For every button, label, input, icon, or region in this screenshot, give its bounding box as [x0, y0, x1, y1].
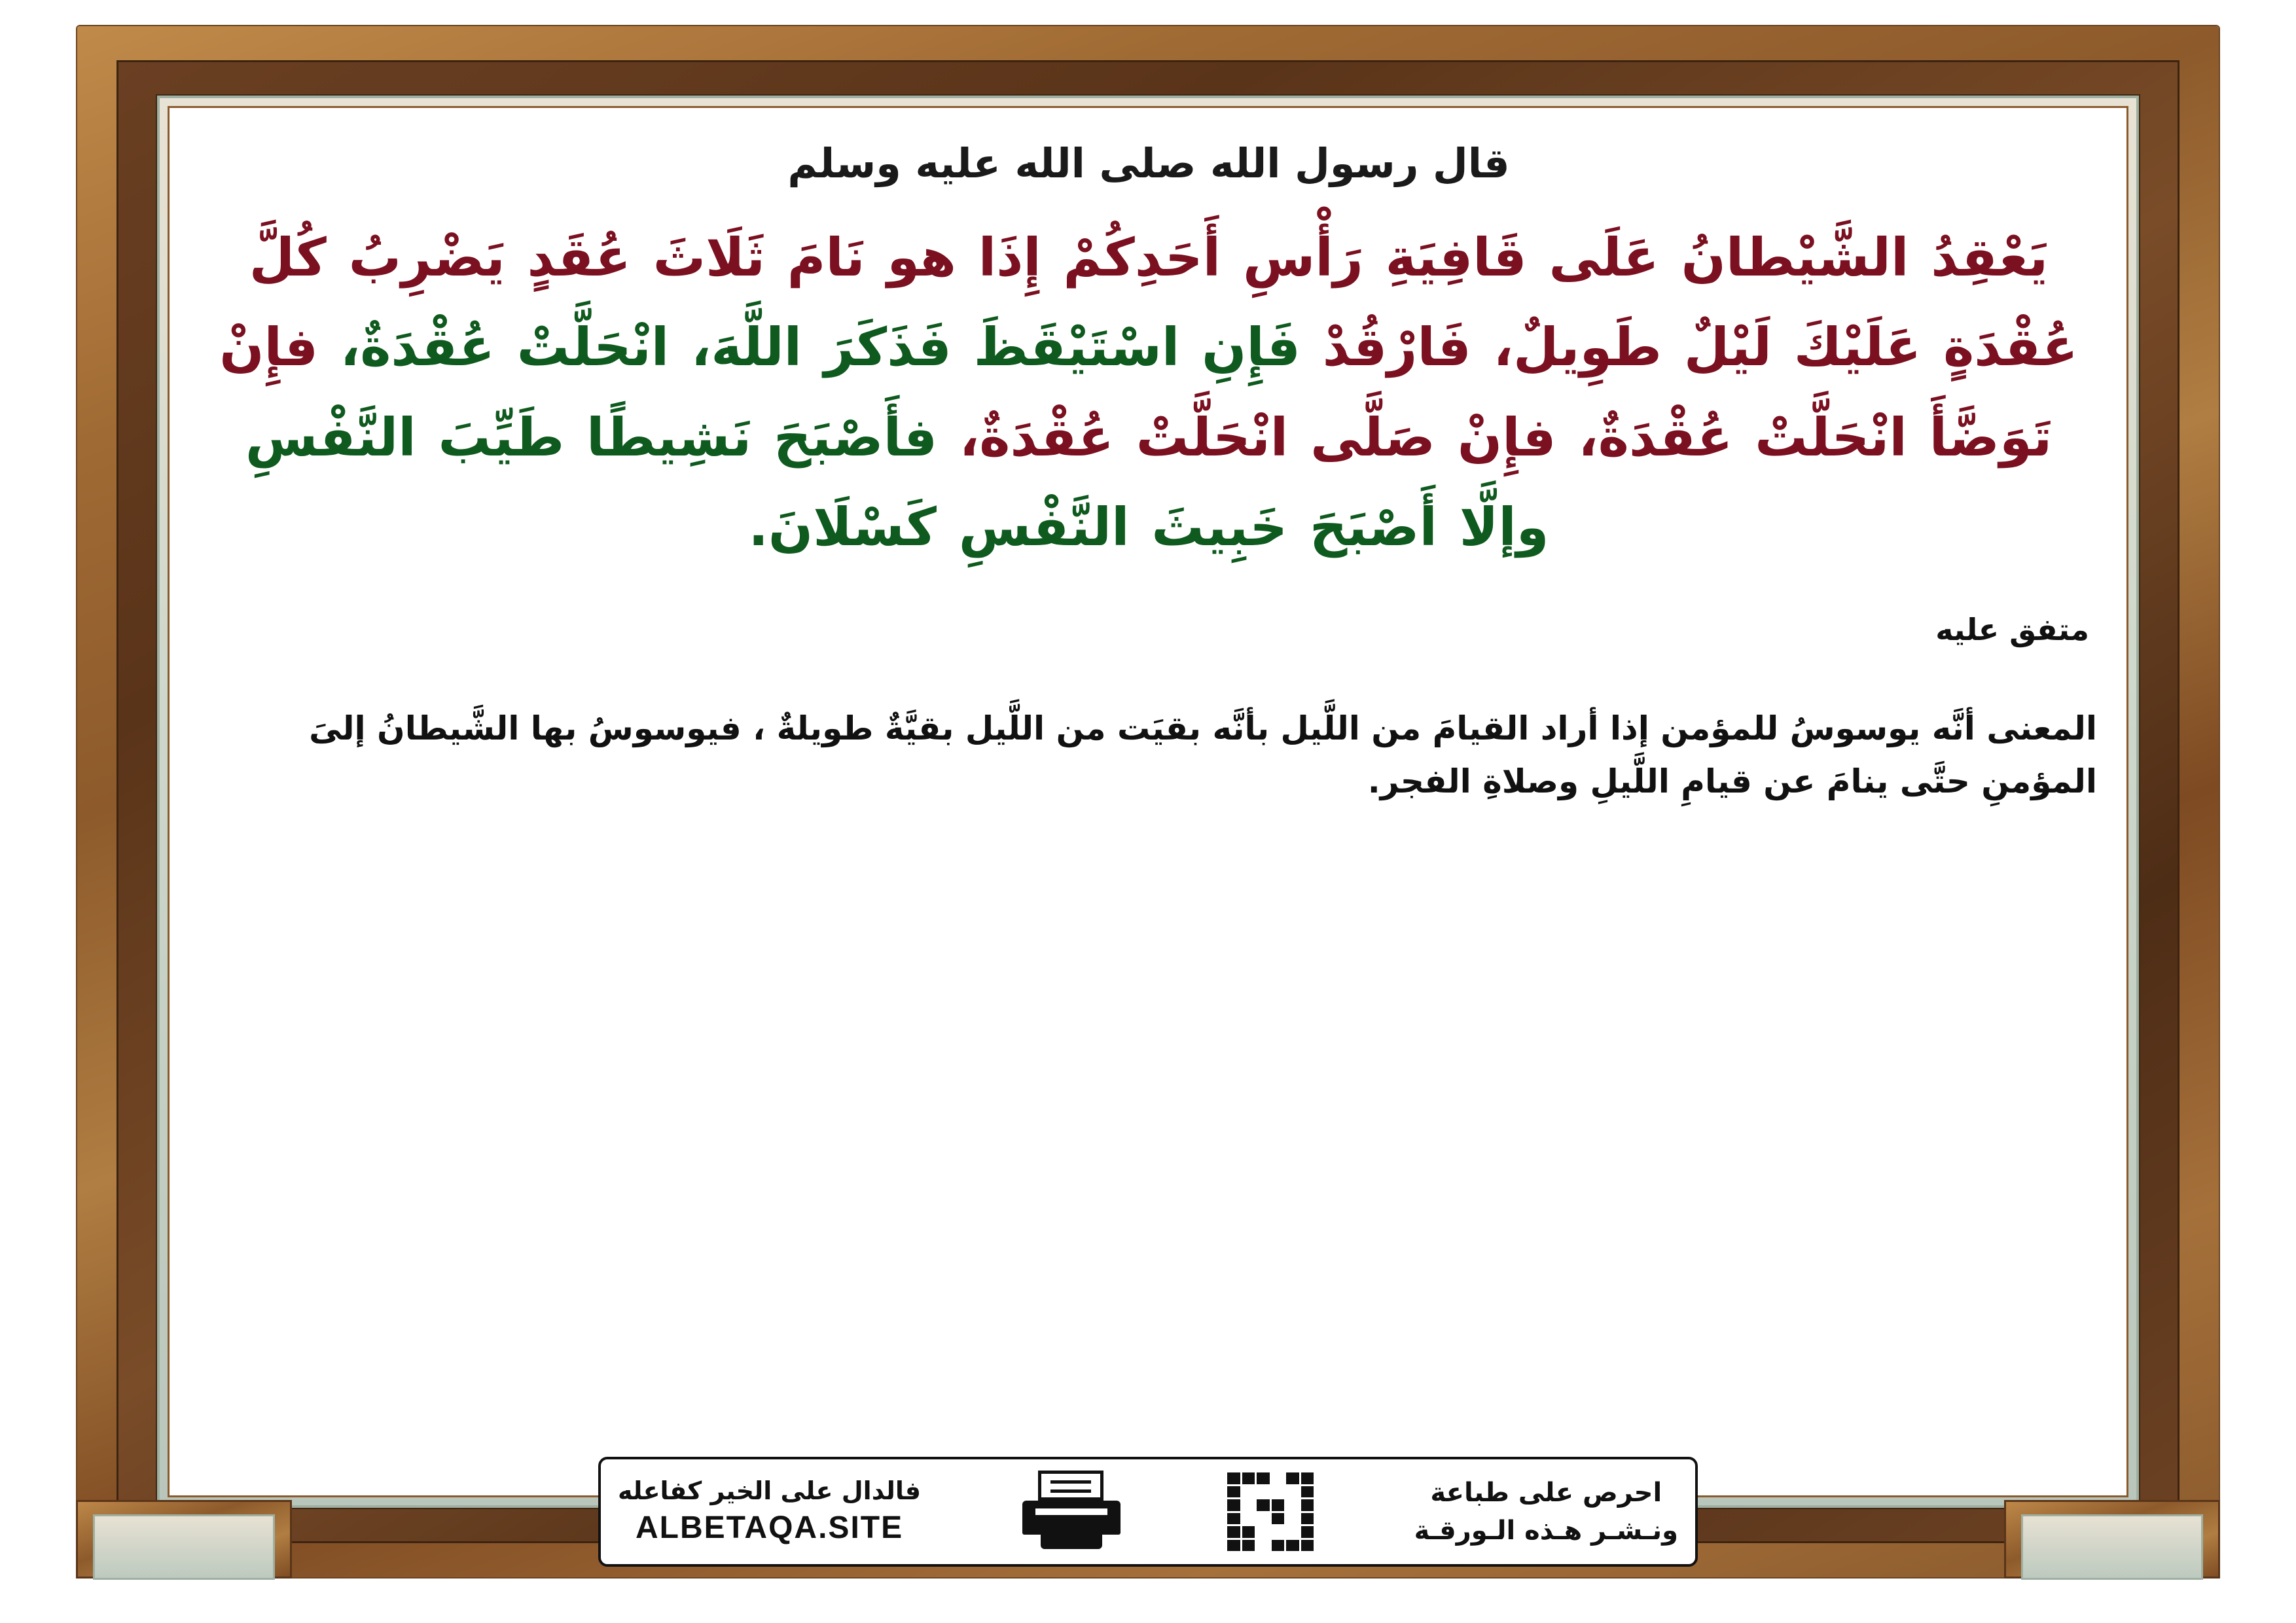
- footer-print-call: [1414, 1474, 1678, 1550]
- hadith-segment-1: يَعْقِدُ الشَّيْطانُ عَلَى قَافِيَةِ رَأْسِ أَحَدِكُمْ إِذَا هو نَامَ ثَلَاثَ عُقَدٍ يَضْرِبُ كُلَّ عُقْدَةٍ عَلَيْكَ لَيْلٌ طَوِيلٌ، فَارْقُدْ: [249, 226, 2078, 378]
- printer-icon: [1016, 1469, 1127, 1554]
- frame-corner-tab-left-inner: [93, 1514, 275, 1580]
- footer-site-block: [618, 1475, 921, 1548]
- printer-slot: [1035, 1508, 1107, 1515]
- hadith-intro: قال رسول الله صلى الله عليه وسلم: [787, 139, 1510, 187]
- footer-site-url[interactable]: ALBETAQA.SITE: [636, 1510, 904, 1545]
- hadith-meaning: المعنى أنَّه يوسوسُ للمؤمن إذا أراد القيامَ من اللَّيل بأنَّه بقيَت من اللَّيل بقيَّةٌ طويلةٌ ، فيوسوسُ بها الشَّيطانُ إلىَ المؤمنِ حتَّى ينامَ عن قيامِ اللَّيلِ وصلاةِ الفجر.: [309, 709, 2097, 800]
- printer-tray: [1041, 1532, 1102, 1549]
- footer-proverb: فالدال على الخير كفاعله: [618, 1476, 922, 1506]
- kufic-logo-grid: [1227, 1472, 1314, 1551]
- hadith-segment-4: فأَصْبَحَ نَشِيطًا طَيِّبَ النَّفْسِ وإلَّا أَصْبَحَ خَبِيثَ النَّفْسِ كَسْلَانَ.: [245, 406, 1549, 558]
- printer-paper: [1038, 1471, 1103, 1501]
- frame-corner-tab-right: [2004, 1500, 2220, 1578]
- hadith-text: [196, 213, 2101, 573]
- daawa-kufic-logo-icon: [1221, 1469, 1319, 1554]
- hadith-segment-3: فإِنْ تَوَضَّأَ انْحَلَّتْ عُقْدَةٌ، فإِنْ صَلَّى انْحَلَّتْ عُقْدَةٌ،: [219, 317, 2053, 468]
- footer-bar: [598, 1457, 1698, 1567]
- footer-print-call-line2: ونـشـر هـذه الـورقـة: [1414, 1516, 1678, 1546]
- frame-corner-tab-left: [76, 1500, 292, 1578]
- frame-corner-tab-right-inner: [2021, 1514, 2203, 1580]
- printer-body: [1022, 1501, 1121, 1535]
- hadith-attribution: متفق عليه: [1935, 611, 2089, 647]
- hadith-segment-2: فَإِنِ اسْتَيْقَظَ فَذَكَرَ اللَّهَ، انْحَلَّتْ عُقْدَةٌ،: [340, 317, 1300, 378]
- poster-content: [196, 137, 2101, 1499]
- footer-print-call-line1: احرص على طباعة: [1430, 1478, 1662, 1508]
